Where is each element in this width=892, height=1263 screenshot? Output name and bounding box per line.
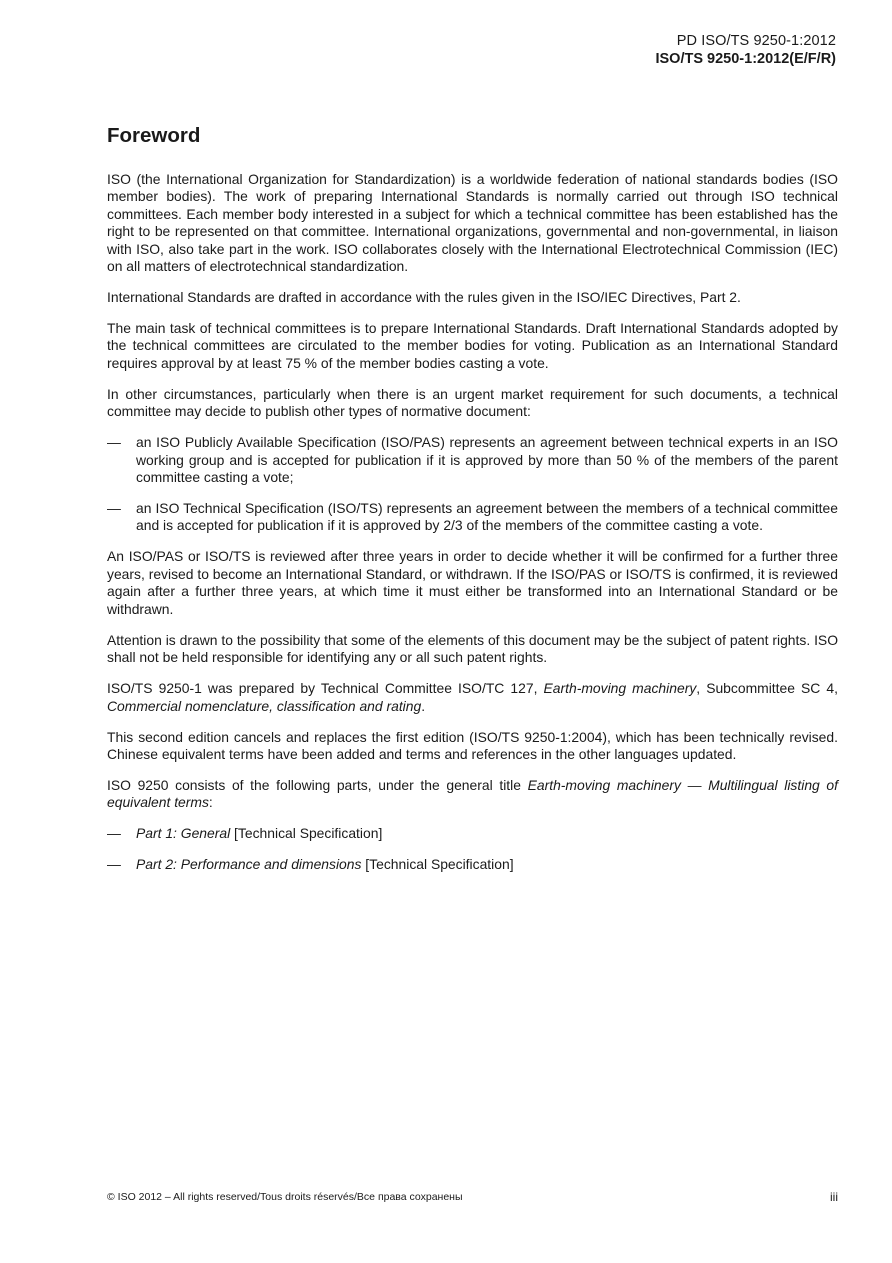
dash-bullet: — <box>107 856 121 873</box>
list-item-text: an ISO Technical Specification (ISO/TS) represents an agreement between the members of a technical committee and is accepted for publication if it is approved by 2/3 of the members of the committee casting a vote. <box>136 500 838 534</box>
list-item-text: an ISO Publicly Available Specification (ISO/PAS) represents an agreement between technical experts in an ISO working group and is accepted for publication if it is approved by more than 50 % of the members of the parent committee casting a vote; <box>136 434 838 486</box>
part-title: Part 1: General <box>136 825 231 842</box>
copyright-notice: © ISO 2012 – All rights reserved/Tous droits réservés/Все права сохранены <box>107 1191 463 1203</box>
paragraph-patent: Attention is drawn to the possibility that some of the elements of this document may be the subject of patent rights. ISO shall not be held responsible for identifying any or all such patent rights. <box>107 631 838 666</box>
paragraph-prepared-by: ISO/TS 9250-1 was prepared by Technical Committee ISO/TC 127, Earth-moving machinery, Subcommittee SC 4, Commercial nomenclature, classification and rating. <box>107 680 838 714</box>
list-item-part-1 <box>107 825 838 842</box>
part-note: [Technical Specification] <box>230 825 383 842</box>
header-document-id: PD ISO/TS 9250-1:2012 <box>676 33 836 49</box>
paragraph-main-task: The main task of technical committees is to prepare International Standards. Draft International Standards adopted by the technical committees are circulated to the member bodies for voting. Publication as an International Standard requires approval by at least 75 % of the member bodies casting a vote. <box>107 320 838 371</box>
list-item-iso-pas <box>107 434 838 486</box>
page-title: Foreword <box>107 124 201 147</box>
paragraph-other-circumstances: In other circumstances, particularly when there is an urgent market requirement for such documents, a technical committee may decide to publish other types of normative document: <box>107 385 838 420</box>
part-title: Part 2: Performance and dimensions <box>136 856 362 873</box>
dash-bullet: — <box>107 500 121 517</box>
foreword-body <box>107 171 838 887</box>
page-number: iii <box>830 1190 838 1204</box>
part-note: [Technical Specification] <box>361 856 514 873</box>
list-item-iso-ts <box>107 500 838 535</box>
paragraph-parts-intro: ISO 9250 consists of the following parts, under the general title Earth-moving machinery — Multilingual listing of equivalent terms: <box>107 776 839 811</box>
paragraph-review: An ISO/PAS or ISO/TS is reviewed after three years in order to decide whether it will be confirmed for a further three years, revised to become an International Standard, or withdrawn. If the ISO/PAS or ISO/TS is confirmed, it is reviewed again after a further three years, at which time it must either be transformed into an International Standard or be withdrawn. <box>107 548 838 617</box>
subcommittee-title: Commercial nomenclature, classification and rating <box>107 697 422 714</box>
page-footer <box>107 1191 838 1203</box>
general-title: Earth-moving machinery — Multilingual listing of equivalent terms <box>107 776 839 811</box>
paragraph-iso-intro: ISO (the International Organization for Standardization) is a worldwide federation of national standards bodies (ISO member bodies). The work of preparing International Standards is normally carried out through ISO technical committees. Each member body interested in a subject for which a technical committee has been established has the right to be represented on that committee. International organizations, governmental and non-governmental, in liaison with ISO, also take part in the work. ISO collaborates closely with the International Electrotechnical Commission (IEC) on all matters of electrotechnical standardization. <box>107 171 838 275</box>
committee-title: Earth-moving machinery <box>543 680 697 697</box>
dash-bullet: — <box>107 434 121 451</box>
paragraph-directives: International Standards are drafted in accordance with the rules given in the ISO/IEC Directives, Part 2. <box>107 289 741 306</box>
list-item-part-2 <box>107 856 838 873</box>
header-document-id-languages: ISO/TS 9250-1:2012(E/F/R) <box>655 51 836 67</box>
paragraph-edition: This second edition cancels and replaces the first edition (ISO/TS 9250-1:2004), which has been technically revised. Chinese equivalent terms have been added and terms and references in the other languages updated. <box>107 728 838 762</box>
dash-bullet: — <box>107 825 121 842</box>
